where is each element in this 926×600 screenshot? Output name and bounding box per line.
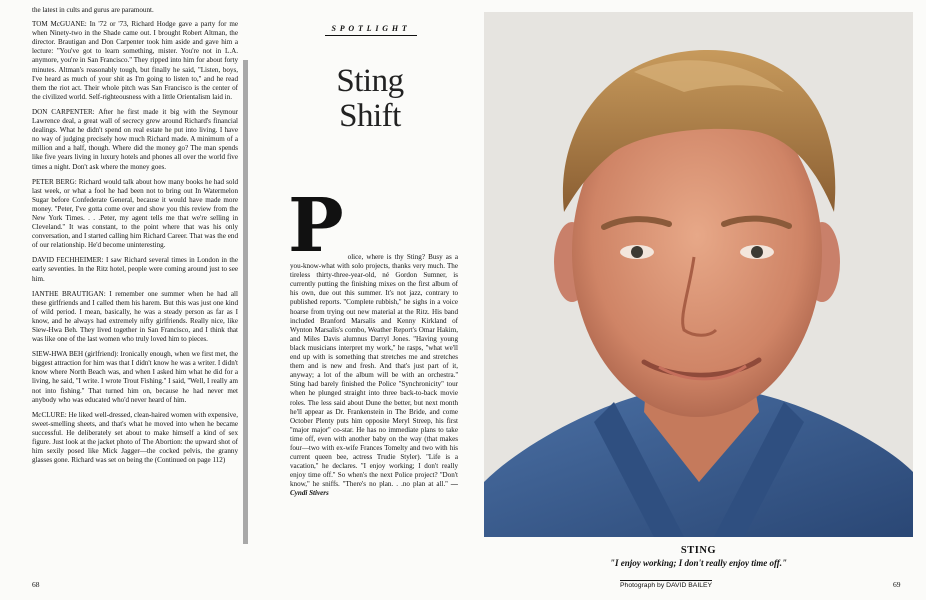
page-number-right: 69 (893, 580, 901, 589)
essay-paragraph: the latest in cults and gurus are paramount. (32, 6, 154, 14)
photo-credit: Photograph by DAVID BAILEY (620, 582, 713, 589)
headline (290, 64, 450, 134)
byline: —Cyndi Stivers (290, 480, 458, 498)
headline-line: Sting (336, 63, 404, 99)
vertical-rule-bar (243, 60, 248, 544)
essay-paragraph: PETER BERG: Richard would talk about how many books he had sold last week, or what a fool he had been not to bring out In Watermelon Sugar before Confederate General, because it would have made more money. ''Peter, I've gotta come over and show you this review from the New York Times. . . .Peter, my agent tells me that we're selling in Cleveland.'' It was constant, to the point where that was his only conversation, and I started calling him Richard Career. That was the end of our relationship. He'd become uninteresting. (32, 177, 238, 250)
essay-paragraph: DAVID FECHHEIMER: I saw Richard several times in London in the early seventies. In the Ritz hotel, people were coming around just to see him. (32, 256, 238, 283)
headline-line: Shift (339, 98, 401, 134)
page-number-left: 68 (32, 580, 40, 589)
essay-paragraph: McCLURE: He liked well-dressed, clean-haired women with expensive, sweet-smelling sheets, and that's what he moved into when he became successful. He deliberately set about to make himself a kind of sex figure. Just look at the jacket photo of The Abortion: the upward shot of him sexily posed like Mick Jagger—the cocked pelvis, the granny glasses gone. Richard was set on being the (Continued on page 112) (32, 410, 238, 465)
section-kicker: SPOTLIGHT (325, 24, 417, 36)
portrait-photo (484, 12, 913, 537)
portrait-illustration (484, 12, 913, 537)
essay-paragraph: IANTHE BRAUTIGAN: I remember one summer when he had all these girlfriends and I called them his harem. But this was just one kind of wild period. I mean, basically, he was a steady person as far as I know, and he always had extremely nifty girlfriends. Really nice, like Siew-Hwa Beh. They lived together in San Francisco, and I think that was like one of the last women who truly loved him to pieces. (32, 289, 238, 344)
spotlight-story (288, 183, 458, 499)
photo-caption-quote: "I enjoy working; I don't really enjoy time off." (609, 558, 788, 568)
photo-caption-name: STING (680, 545, 717, 556)
essay-paragraph: SIEW-HWA BEH (girlfriend): Ironically enough, when we first met, the biggest attraction for him was that I didn't know he was a writer. I didn't know where North Beach was, and when I asked him what he did for a living, he said, ''I write. I wrote Trout Fishing.'' I said, ''Well, I really am not into fishing.'' That turned him on, because he had never met anybody who was educated who'd never heard of him. (32, 350, 238, 404)
drop-cap: P (288, 183, 344, 269)
essay-column (32, 6, 238, 471)
story-text: olice, where is thy Sting? Busy as a you-know-what with solo projects, thanks very much. The tireless thirty-three-year-old, né Gordon Sumner, is currently putting the finishing mixes on the first album of his own, due out this summer. It's not jazz, contrary to published reports. ''Complete rubbish,'' he sighs in a voice hoarse from trying out new material at the Ritz. His band included Branford Marsalis and Kenny Kirkland of Wynton Marsalis's combo, Weather Report's Omar Hakim, and Miles Davis alumnus Darryl Jones. ''Having young black musicians interpret my work,'' he rasps, ''what we'll end up with is something that stretches me and stretches them and is new and fresh. And that's just part of it, anyway; a lot of the album will be with an orchestra.'' Sting had barely finished the Police ''Synchronicity'' tour when he plunged straight into three back-to-back movie roles. The less said about Dune the better, but next month he'll appear as Dr. Frankenstein in The Bride, and come October Plenty puts him opposite Meryl Streep, his first ''major major'' co-star. He has no immediate plans to take time off, even with another baby on the way (that makes four—two with ex-wife Frances Tomelty and two with his current queen bee, actress Trudie Styler). ''Life is a vacation,'' he declares. ''I enjoy working; I don't really enjoy time off.'' So when's the next Police project? ''Don't know,'' he sniffs. ''There's no plan. . .no plan at all.'' (290, 253, 458, 489)
essay-paragraph: TOM McGUANE: In '72 or '73, Richard Hodge gave a party for me when Ninety-two in the Shade came out. I brought Robert Altman, the director. Brautigan and Don Carpenter took him aside and gave him a lecture: ''You've got to learn something, mister. You're not in L.A. anymore, you're in San Francisco.'' They ripped into him for about forty minutes. Altman's reasonably tough, but finally he said, ''Listen, boys, I've heard as much of your shit as I'm going to listen to,'' and he read them the riot act. Their whole pitch was San Francisco is the center of the civilized world. Self-righteousness with a little Orientalism laid in. (32, 20, 238, 101)
essay-paragraph: DON CARPENTER: After he first made it big with the Seymour Lawrence deal, a great wall of secrecy grew around Richard's financial dealings. What he didn't spend on real estate he put into living. I have no way of judging precisely how much Richard made. A minimum of a million and a half, though. Where did the money go? The man spends like five years living in luxury hotels and phones all over the world five times a night. Don't ask where the money goes. (32, 107, 238, 171)
